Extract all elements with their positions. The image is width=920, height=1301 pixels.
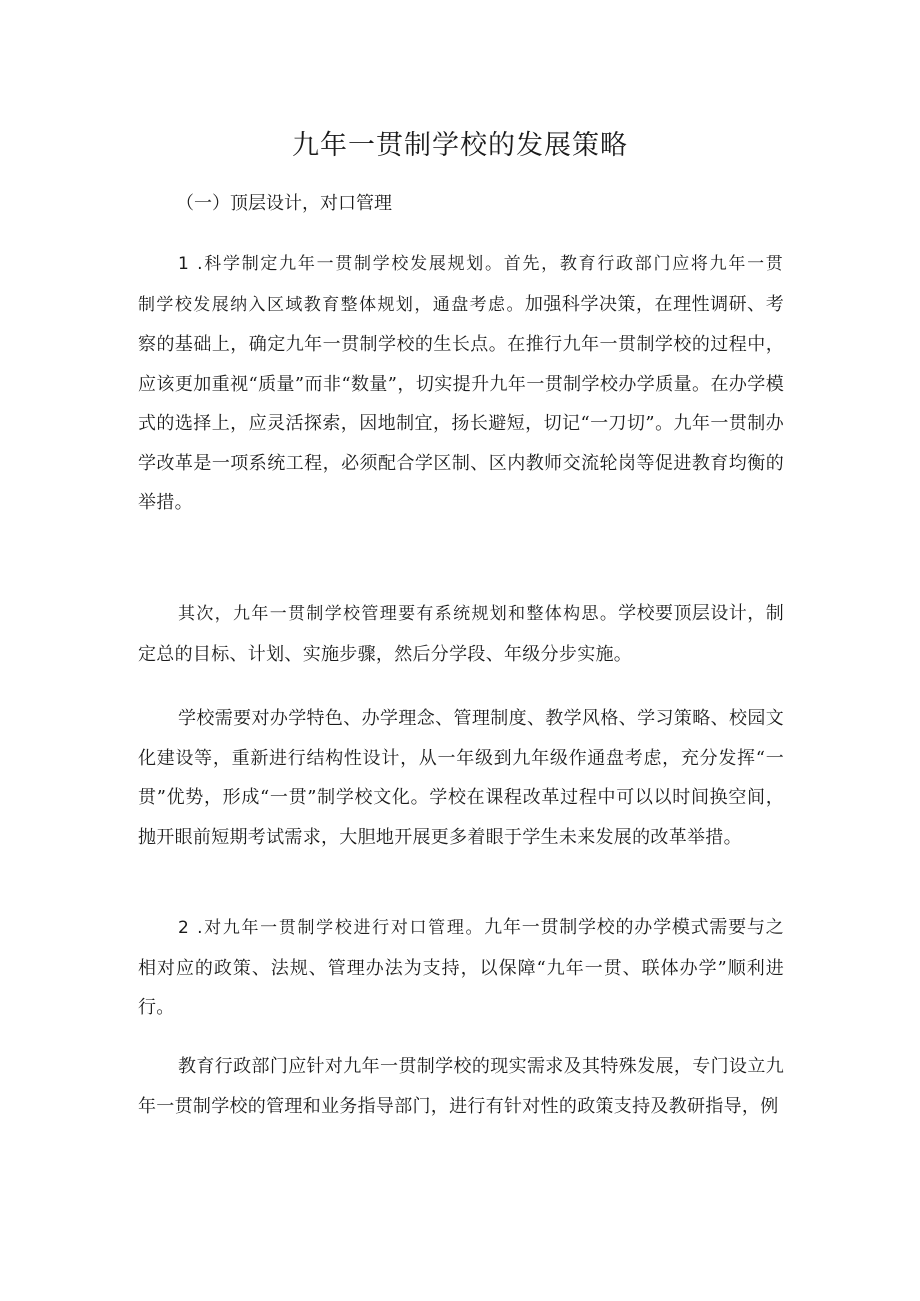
paragraph-body: 教育行政部门应针对九年一贯制学校的现实需求及其特殊发展，专门设立九年一贯制学校的管理和业务指导部门，进行有针对性的政策支持及教研指导，例 bbox=[138, 1056, 784, 1117]
paragraph-body: 学校需要对办学特色、办学理念、管理制度、教学风格、学习策略、校园文化建设等，重新进行结构性设计，从一年级到九年级作通盘考虑，充分发挥“一贯”优势，形成“一贯”制学校文化。学校在课程改革过程中可以以时间换空间，抛开眼前短期考试需求，大胆地开展更多着眼于学生未来发展的改革举措。 bbox=[138, 708, 784, 848]
paragraph-body: 加强科学决策，在理性调研、考察的基础上，确定九年一贯制学校的生长点。在推行九年一贯制学校的过程中，应该更加重视“质量”而非“数量”，切实提升九年一贯制学校办学质量。在办学模式的选择上，应灵活探索，因地制宜，扬长避短，切记“一刀切”。九年一贯制办学改革是一项系统工程，必须配合学区制、区内教师交流轮岗等促进教育均衡的举措。 bbox=[138, 293, 784, 513]
paragraph bbox=[138, 1047, 784, 1126]
paragraph bbox=[138, 699, 784, 857]
paragraph-body: 学校要顶层设计，制定总的目标、计划、实施步骤，然后分学段、年级分步实施。 bbox=[138, 603, 784, 665]
paragraph-body: 九年一贯制学校的办学模式需要与之相对应的政策、法规、管理办法为支持，以保障“九年一贯、联体办学”顺利进行。 bbox=[138, 917, 784, 1018]
paragraph-lead: 2 .对九年一贯制学校进行对口管理。 bbox=[178, 918, 485, 938]
document-title: 九年一贯制学校的发展策略 bbox=[292, 130, 628, 161]
paragraph bbox=[138, 594, 784, 674]
section-heading: （一）顶层设计，对口管理 bbox=[176, 193, 392, 214]
paragraph bbox=[138, 244, 784, 523]
paragraph bbox=[138, 908, 784, 1028]
paragraph-lead: 1 .科学制定九年一贯制学校发展规划。首先，教育行政部门应将九年一贯制学校发展纳入区域教育整体规划，通盘考虑。 bbox=[138, 254, 784, 315]
paragraph-lead: 其次，九年一贯制学校管理要有系统规划和整体构思。 bbox=[178, 604, 619, 624]
